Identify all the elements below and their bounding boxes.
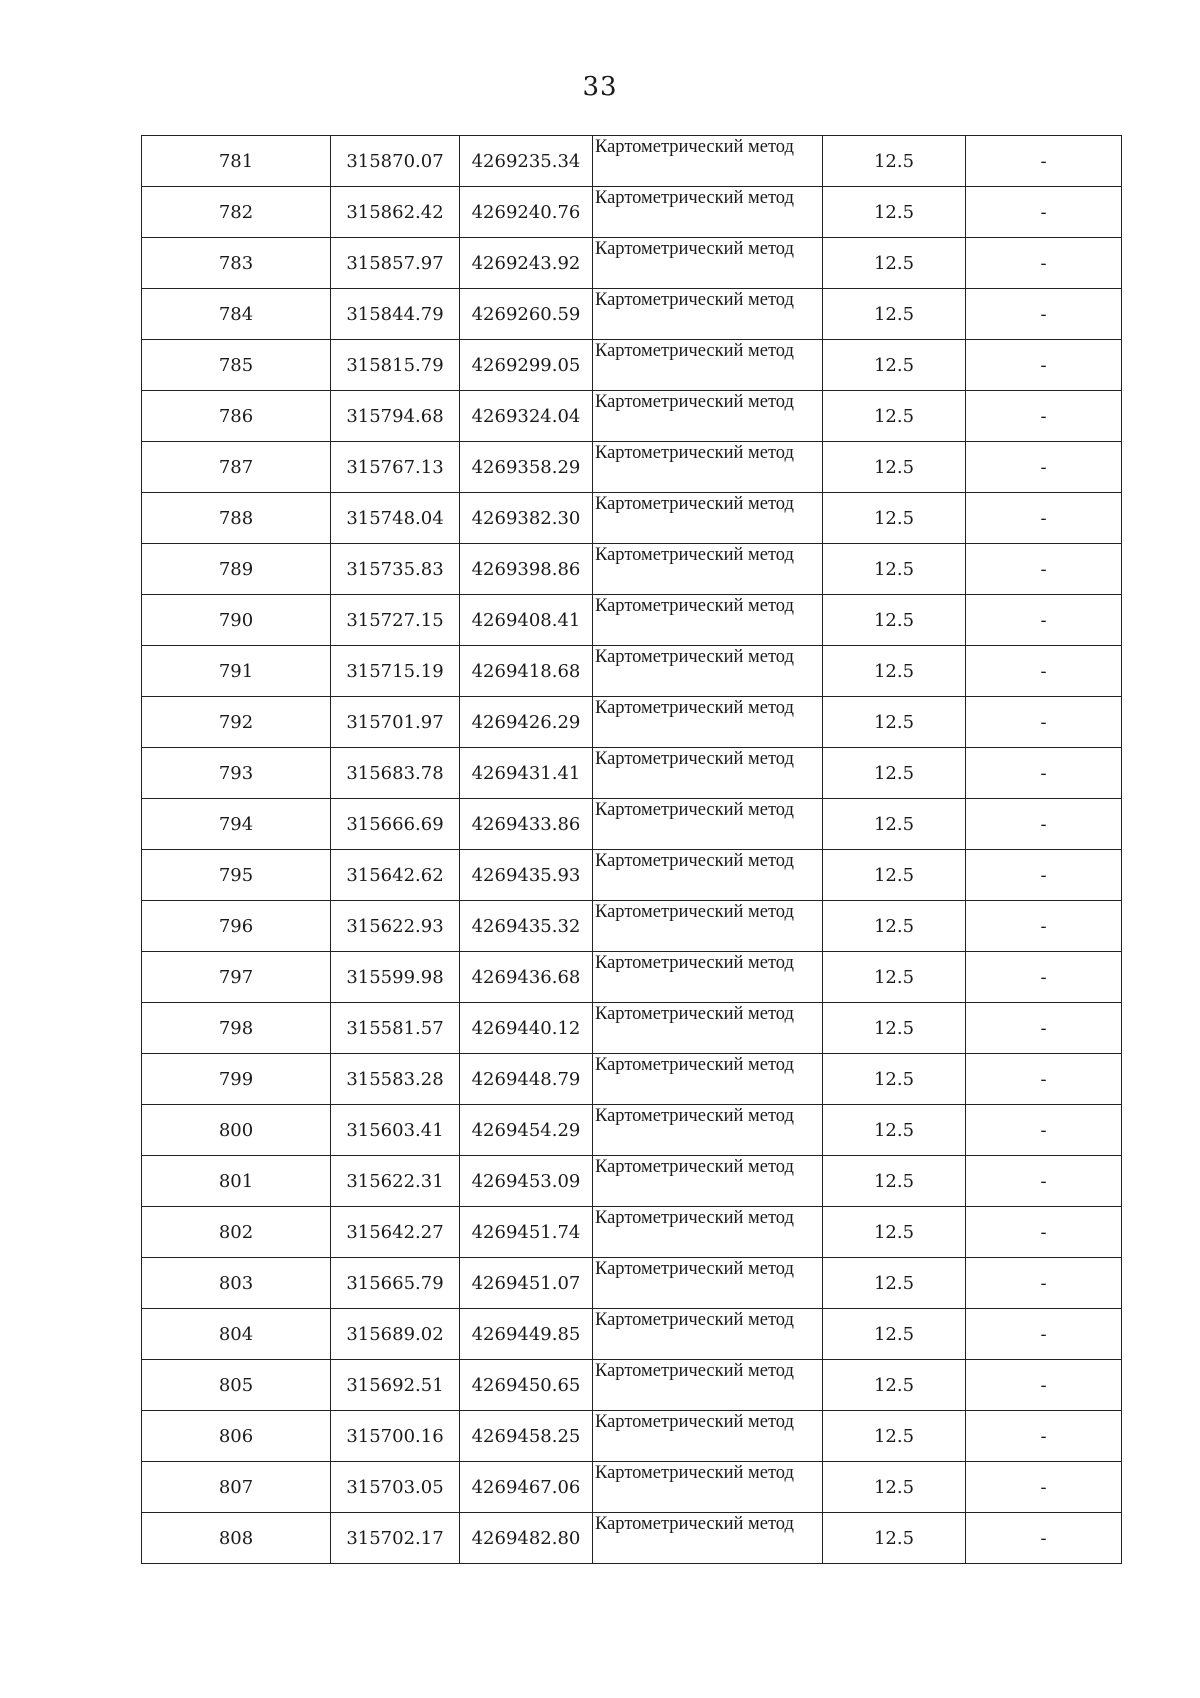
method-cell: Картометрический метод — [593, 697, 823, 748]
coordinate-y-cell: 4269435.32 — [460, 901, 593, 952]
point-number-cell: 803 — [142, 1258, 331, 1309]
coordinate-x-cell: 315689.02 — [331, 1309, 460, 1360]
page-number: 33 — [582, 72, 618, 102]
coordinate-x-cell: 315683.78 — [331, 748, 460, 799]
accuracy-cell: 12.5 — [823, 340, 966, 391]
accuracy-cell: 12.5 — [823, 1411, 966, 1462]
accuracy-cell: 12.5 — [823, 187, 966, 238]
coordinate-y-cell: 4269435.93 — [460, 850, 593, 901]
method-cell: Картометрический метод — [593, 595, 823, 646]
coordinate-y-cell: 4269433.86 — [460, 799, 593, 850]
method-cell: Картометрический метод — [593, 442, 823, 493]
coordinate-x-cell: 315642.27 — [331, 1207, 460, 1258]
coordinates-table — [141, 135, 1122, 1564]
method-cell: Картометрический метод — [593, 1054, 823, 1105]
table-row — [142, 748, 1122, 799]
note-cell: - — [966, 901, 1122, 952]
accuracy-cell: 12.5 — [823, 850, 966, 901]
coordinate-x-cell: 315862.42 — [331, 187, 460, 238]
method-cell: Картометрический метод — [593, 187, 823, 238]
coordinate-x-cell: 315692.51 — [331, 1360, 460, 1411]
table-row — [142, 442, 1122, 493]
accuracy-cell: 12.5 — [823, 952, 966, 1003]
note-cell: - — [966, 1156, 1122, 1207]
method-cell: Картометрический метод — [593, 1207, 823, 1258]
note-cell: - — [966, 1309, 1122, 1360]
method-cell: Картометрический метод — [593, 340, 823, 391]
table-row — [142, 136, 1122, 187]
note-cell: - — [966, 289, 1122, 340]
method-cell: Картометрический метод — [593, 952, 823, 1003]
accuracy-cell: 12.5 — [823, 1462, 966, 1513]
table-row — [142, 1003, 1122, 1054]
accuracy-cell: 12.5 — [823, 391, 966, 442]
coordinate-x-cell: 315701.97 — [331, 697, 460, 748]
coordinate-y-cell: 4269482.80 — [460, 1513, 593, 1564]
coordinate-y-cell: 4269467.06 — [460, 1462, 593, 1513]
point-number-cell: 804 — [142, 1309, 331, 1360]
coordinate-x-cell: 315700.16 — [331, 1411, 460, 1462]
coordinate-x-cell: 315794.68 — [331, 391, 460, 442]
note-cell: - — [966, 850, 1122, 901]
table-row — [142, 1360, 1122, 1411]
point-number-cell: 781 — [142, 136, 331, 187]
coordinate-x-cell: 315767.13 — [331, 442, 460, 493]
coordinate-x-cell: 315666.69 — [331, 799, 460, 850]
table-row — [142, 289, 1122, 340]
accuracy-cell: 12.5 — [823, 1309, 966, 1360]
point-number-cell: 792 — [142, 697, 331, 748]
method-cell: Картометрический метод — [593, 238, 823, 289]
method-cell: Картометрический метод — [593, 1360, 823, 1411]
method-cell: Картометрический метод — [593, 646, 823, 697]
coordinate-y-cell: 4269260.59 — [460, 289, 593, 340]
point-number-cell: 797 — [142, 952, 331, 1003]
method-cell: Картометрический метод — [593, 901, 823, 952]
coordinate-y-cell: 4269451.74 — [460, 1207, 593, 1258]
coordinate-x-cell: 315702.17 — [331, 1513, 460, 1564]
accuracy-cell: 12.5 — [823, 1054, 966, 1105]
table-row — [142, 697, 1122, 748]
point-number-cell: 793 — [142, 748, 331, 799]
coordinate-y-cell: 4269450.65 — [460, 1360, 593, 1411]
table-row — [142, 1156, 1122, 1207]
point-number-cell: 796 — [142, 901, 331, 952]
coordinate-x-cell: 315622.31 — [331, 1156, 460, 1207]
coordinate-x-cell: 315642.62 — [331, 850, 460, 901]
point-number-cell: 784 — [142, 289, 331, 340]
note-cell: - — [966, 1462, 1122, 1513]
point-number-cell: 791 — [142, 646, 331, 697]
point-number-cell: 788 — [142, 493, 331, 544]
point-number-cell: 800 — [142, 1105, 331, 1156]
note-cell: - — [966, 1258, 1122, 1309]
table-row — [142, 1207, 1122, 1258]
table-row — [142, 1054, 1122, 1105]
table-row — [142, 1513, 1122, 1564]
note-cell: - — [966, 1411, 1122, 1462]
accuracy-cell: 12.5 — [823, 595, 966, 646]
coordinate-x-cell: 315715.19 — [331, 646, 460, 697]
table-row — [142, 901, 1122, 952]
coordinate-y-cell: 4269453.09 — [460, 1156, 593, 1207]
table-row — [142, 544, 1122, 595]
accuracy-cell: 12.5 — [823, 493, 966, 544]
coordinate-y-cell: 4269398.86 — [460, 544, 593, 595]
method-cell: Картометрический метод — [593, 289, 823, 340]
point-number-cell: 786 — [142, 391, 331, 442]
coordinate-y-cell: 4269440.12 — [460, 1003, 593, 1054]
table-row — [142, 1411, 1122, 1462]
point-number-cell: 785 — [142, 340, 331, 391]
coordinate-y-cell: 4269436.68 — [460, 952, 593, 1003]
coordinate-y-cell: 4269358.29 — [460, 442, 593, 493]
coordinate-x-cell: 315603.41 — [331, 1105, 460, 1156]
coordinate-x-cell: 315665.79 — [331, 1258, 460, 1309]
table-row — [142, 493, 1122, 544]
note-cell: - — [966, 493, 1122, 544]
point-number-cell: 795 — [142, 850, 331, 901]
coordinate-x-cell: 315599.98 — [331, 952, 460, 1003]
accuracy-cell: 12.5 — [823, 799, 966, 850]
method-cell: Картометрический метод — [593, 1156, 823, 1207]
point-number-cell: 789 — [142, 544, 331, 595]
coordinate-y-cell: 4269243.92 — [460, 238, 593, 289]
accuracy-cell: 12.5 — [823, 238, 966, 289]
point-number-cell: 783 — [142, 238, 331, 289]
note-cell: - — [966, 136, 1122, 187]
point-number-cell: 802 — [142, 1207, 331, 1258]
method-cell: Картометрический метод — [593, 1003, 823, 1054]
note-cell: - — [966, 952, 1122, 1003]
note-cell: - — [966, 1003, 1122, 1054]
note-cell: - — [966, 1513, 1122, 1564]
coordinate-y-cell: 4269454.29 — [460, 1105, 593, 1156]
coordinates-table-body — [142, 136, 1122, 1564]
point-number-cell: 805 — [142, 1360, 331, 1411]
coordinate-x-cell: 315581.57 — [331, 1003, 460, 1054]
table-row — [142, 1462, 1122, 1513]
method-cell: Картометрический метод — [593, 1105, 823, 1156]
accuracy-cell: 12.5 — [823, 697, 966, 748]
coordinate-y-cell: 4269235.34 — [460, 136, 593, 187]
note-cell: - — [966, 595, 1122, 646]
coordinate-y-cell: 4269449.85 — [460, 1309, 593, 1360]
accuracy-cell: 12.5 — [823, 901, 966, 952]
accuracy-cell: 12.5 — [823, 1258, 966, 1309]
table-row — [142, 340, 1122, 391]
coordinate-y-cell: 4269299.05 — [460, 340, 593, 391]
method-cell: Картометрический метод — [593, 1462, 823, 1513]
note-cell: - — [966, 646, 1122, 697]
method-cell: Картометрический метод — [593, 136, 823, 187]
point-number-cell: 782 — [142, 187, 331, 238]
point-number-cell: 798 — [142, 1003, 331, 1054]
point-number-cell: 806 — [142, 1411, 331, 1462]
coordinate-y-cell: 4269408.41 — [460, 595, 593, 646]
coordinate-x-cell: 315748.04 — [331, 493, 460, 544]
method-cell: Картометрический метод — [593, 748, 823, 799]
note-cell: - — [966, 442, 1122, 493]
coordinate-x-cell: 315583.28 — [331, 1054, 460, 1105]
coordinate-x-cell: 315727.15 — [331, 595, 460, 646]
method-cell: Картометрический метод — [593, 1309, 823, 1360]
note-cell: - — [966, 391, 1122, 442]
method-cell: Картометрический метод — [593, 391, 823, 442]
note-cell: - — [966, 1105, 1122, 1156]
accuracy-cell: 12.5 — [823, 442, 966, 493]
method-cell: Картометрический метод — [593, 1513, 823, 1564]
note-cell: - — [966, 544, 1122, 595]
note-cell: - — [966, 748, 1122, 799]
accuracy-cell: 12.5 — [823, 1105, 966, 1156]
table-row — [142, 1309, 1122, 1360]
coordinate-y-cell: 4269431.41 — [460, 748, 593, 799]
note-cell: - — [966, 340, 1122, 391]
table-row — [142, 850, 1122, 901]
coordinate-y-cell: 4269448.79 — [460, 1054, 593, 1105]
method-cell: Картометрический метод — [593, 544, 823, 595]
note-cell: - — [966, 1360, 1122, 1411]
coordinate-x-cell: 315844.79 — [331, 289, 460, 340]
table-row — [142, 1258, 1122, 1309]
accuracy-cell: 12.5 — [823, 289, 966, 340]
note-cell: - — [966, 799, 1122, 850]
coordinate-x-cell: 315815.79 — [331, 340, 460, 391]
note-cell: - — [966, 1054, 1122, 1105]
coordinate-x-cell: 315857.97 — [331, 238, 460, 289]
point-number-cell: 787 — [142, 442, 331, 493]
coordinate-y-cell: 4269418.68 — [460, 646, 593, 697]
table-row — [142, 595, 1122, 646]
method-cell: Картометрический метод — [593, 1258, 823, 1309]
table-row — [142, 391, 1122, 442]
note-cell: - — [966, 187, 1122, 238]
point-number-cell: 807 — [142, 1462, 331, 1513]
table-row — [142, 799, 1122, 850]
accuracy-cell: 12.5 — [823, 544, 966, 595]
point-number-cell: 801 — [142, 1156, 331, 1207]
coordinate-x-cell: 315622.93 — [331, 901, 460, 952]
point-number-cell: 790 — [142, 595, 331, 646]
coordinate-y-cell: 4269426.29 — [460, 697, 593, 748]
accuracy-cell: 12.5 — [823, 136, 966, 187]
accuracy-cell: 12.5 — [823, 1003, 966, 1054]
table-row — [142, 1105, 1122, 1156]
accuracy-cell: 12.5 — [823, 646, 966, 697]
point-number-cell: 799 — [142, 1054, 331, 1105]
accuracy-cell: 12.5 — [823, 1513, 966, 1564]
coordinate-x-cell: 315703.05 — [331, 1462, 460, 1513]
point-number-cell: 794 — [142, 799, 331, 850]
table-row — [142, 238, 1122, 289]
coordinate-x-cell: 315870.07 — [331, 136, 460, 187]
note-cell: - — [966, 238, 1122, 289]
accuracy-cell: 12.5 — [823, 1156, 966, 1207]
accuracy-cell: 12.5 — [823, 1207, 966, 1258]
coordinate-y-cell: 4269240.76 — [460, 187, 593, 238]
table-row — [142, 646, 1122, 697]
point-number-cell: 808 — [142, 1513, 331, 1564]
coordinate-x-cell: 315735.83 — [331, 544, 460, 595]
table-row — [142, 952, 1122, 1003]
method-cell: Картометрический метод — [593, 850, 823, 901]
coordinate-y-cell: 4269458.25 — [460, 1411, 593, 1462]
method-cell: Картометрический метод — [593, 493, 823, 544]
coordinate-y-cell: 4269451.07 — [460, 1258, 593, 1309]
note-cell: - — [966, 697, 1122, 748]
table-row — [142, 187, 1122, 238]
note-cell: - — [966, 1207, 1122, 1258]
accuracy-cell: 12.5 — [823, 748, 966, 799]
coordinate-y-cell: 4269382.30 — [460, 493, 593, 544]
method-cell: Картометрический метод — [593, 1411, 823, 1462]
coordinate-y-cell: 4269324.04 — [460, 391, 593, 442]
accuracy-cell: 12.5 — [823, 1360, 966, 1411]
method-cell: Картометрический метод — [593, 799, 823, 850]
